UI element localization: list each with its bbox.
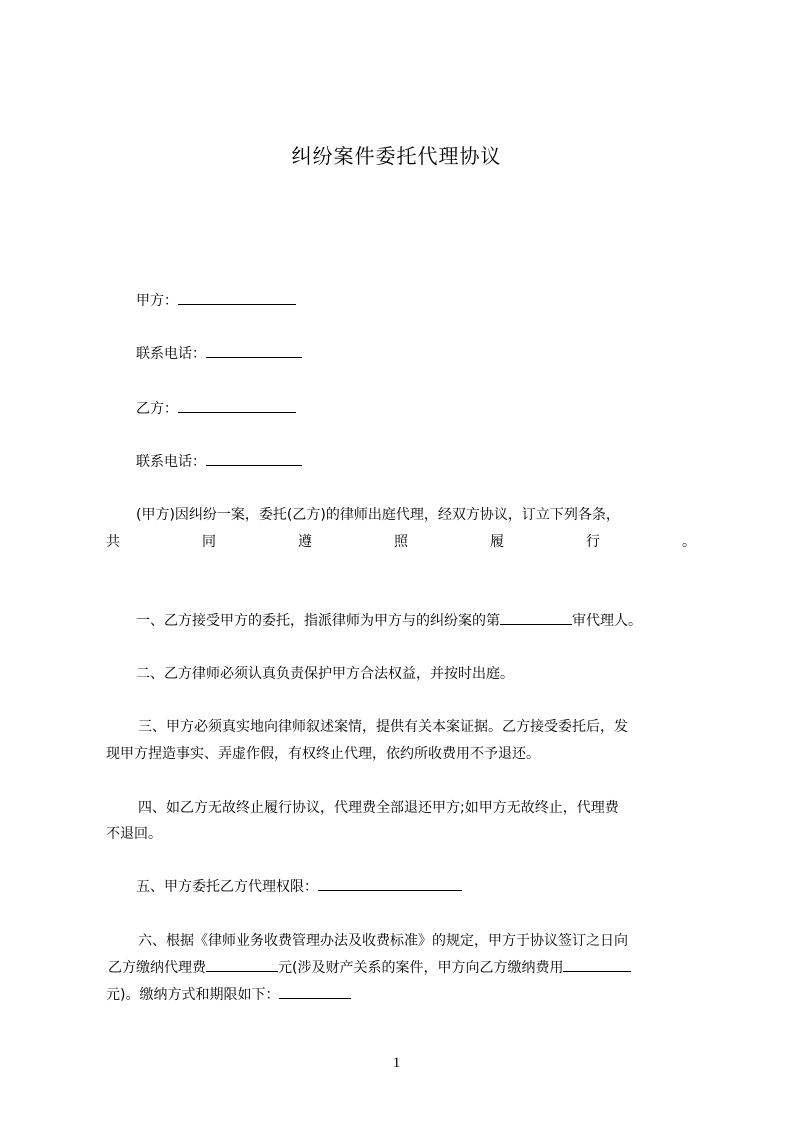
intro-char: 共 xyxy=(106,534,120,550)
agency-fee-blank[interactable] xyxy=(206,957,278,972)
authority-blank[interactable] xyxy=(318,876,462,891)
party-b-label: 乙方： xyxy=(136,401,178,417)
party-b-line xyxy=(106,398,730,420)
intro-char: 行 xyxy=(586,534,600,550)
clause-5-text: 五、甲方委托乙方代理权限： xyxy=(136,879,318,895)
payment-terms-blank[interactable] xyxy=(279,984,351,999)
clause-3-line-1: 三、甲方必须真实地向律师叙述案情，提供有关本案证据。乙方接受委托后，发 xyxy=(138,719,628,735)
clause-2: 二、乙方律师必须认真负责保护甲方合法权益，并按时出庭。 xyxy=(136,666,514,682)
clause-5 xyxy=(106,876,730,898)
property-fee-blank[interactable] xyxy=(563,957,631,972)
clause-1-text: 一、乙方接受甲方的委托，指派律师为甲方与的纠纷案的第 xyxy=(136,613,500,629)
party-a-phone-label: 联系电话： xyxy=(136,346,206,362)
clause-6-property-text: 元(涉及财产关系的案件，甲方向乙方缴纳费用 xyxy=(278,960,564,976)
intro-char: 履 xyxy=(490,534,504,550)
trial-instance-blank[interactable] xyxy=(500,610,572,625)
clause-3-line-2: 现甲方捏造事实、弄虚作假，有权终止代理，依约所收费用不予退还。 xyxy=(106,746,540,762)
party-a-label: 甲方： xyxy=(136,293,178,309)
clause-1-text-end: 审代理人。 xyxy=(572,613,642,629)
party-a-line xyxy=(106,290,730,312)
party-b-phone-label: 联系电话： xyxy=(136,454,206,470)
clause-4-line-1: 四、如乙方无故终止履行协议，代理费全部退还甲方;如甲方无故终止，代理费 xyxy=(138,800,619,816)
intro-char: 照 xyxy=(394,534,408,550)
party-a-blank[interactable] xyxy=(178,290,296,305)
clause-6-payment-text: 元)。缴纳方式和期限如下： xyxy=(106,987,280,1003)
page-number: 1 xyxy=(392,1055,401,1071)
intro-char: 。 xyxy=(682,534,696,550)
clause-6-line-1: 六、根据《律师业务收费管理办法及收费标准》的规定，甲方于协议签订之日向 xyxy=(138,933,628,949)
clause-1 xyxy=(106,610,730,632)
party-b-phone-line xyxy=(106,451,730,473)
intro-line-1: (甲方)因纠纷一案，委托(乙方)的律师出庭代理，经双方协议，订立下列各条， xyxy=(136,507,620,523)
party-b-blank[interactable] xyxy=(178,398,296,413)
clause-6-line-2 xyxy=(106,957,702,979)
intro-char: 同 xyxy=(202,534,216,550)
clause-4-line-2: 不退回。 xyxy=(106,826,162,842)
intro-line-2 xyxy=(106,531,700,553)
clause-6-fee-label: 乙方缴纳代理费 xyxy=(108,960,206,976)
party-b-phone-blank[interactable] xyxy=(206,451,302,466)
intro-char: 遵 xyxy=(298,534,312,550)
party-a-phone-line xyxy=(106,343,730,365)
clause-6-line-3 xyxy=(106,984,700,1006)
document-title: 纠纷案件委托代理协议 xyxy=(291,144,502,168)
party-a-phone-blank[interactable] xyxy=(206,343,302,358)
